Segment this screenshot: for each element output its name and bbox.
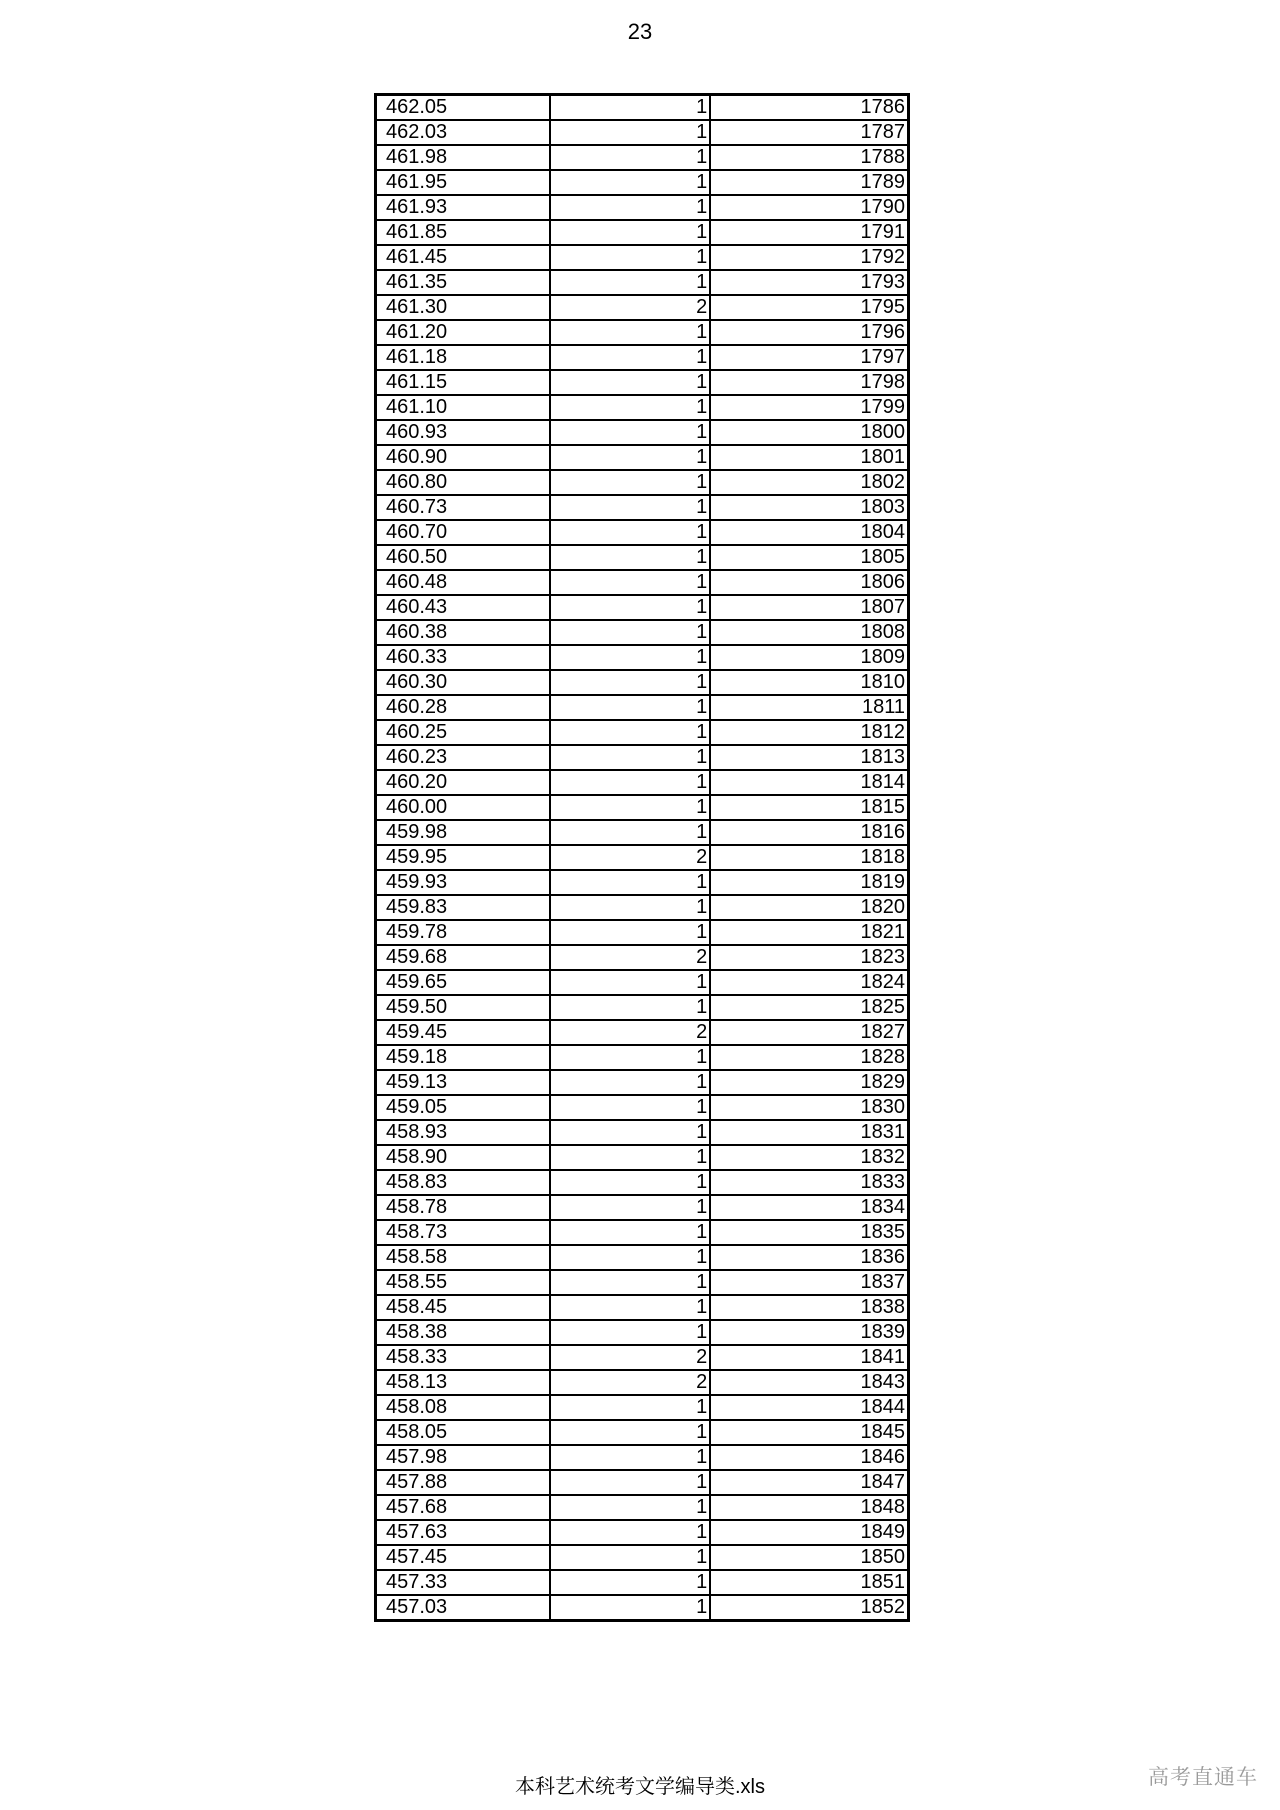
rank-cell: 1814 xyxy=(710,770,908,795)
score-cell: 460.48 xyxy=(376,570,550,595)
rank-cell: 1836 xyxy=(710,1245,908,1270)
table-row xyxy=(376,570,909,595)
score-cell: 457.68 xyxy=(376,1495,550,1520)
score-cell: 461.30 xyxy=(376,295,550,320)
score-cell: 461.85 xyxy=(376,220,550,245)
rank-cell: 1803 xyxy=(710,495,908,520)
score-cell: 460.80 xyxy=(376,470,550,495)
table-row xyxy=(376,495,909,520)
rank-cell: 1823 xyxy=(710,945,908,970)
score-cell: 458.33 xyxy=(376,1345,550,1370)
table-row xyxy=(376,1145,909,1170)
rank-cell: 1799 xyxy=(710,395,908,420)
count-cell: 1 xyxy=(550,445,711,470)
score-cell: 459.65 xyxy=(376,970,550,995)
table-row xyxy=(376,1470,909,1495)
count-cell: 1 xyxy=(550,220,711,245)
count-cell: 1 xyxy=(550,245,711,270)
count-cell: 1 xyxy=(550,95,711,121)
score-cell: 457.98 xyxy=(376,1445,550,1470)
score-cell: 458.83 xyxy=(376,1170,550,1195)
table-row xyxy=(376,295,909,320)
score-cell: 458.38 xyxy=(376,1320,550,1345)
table-row xyxy=(376,420,909,445)
count-cell: 1 xyxy=(550,520,711,545)
table-row xyxy=(376,995,909,1020)
count-cell: 1 xyxy=(550,795,711,820)
count-cell: 1 xyxy=(550,595,711,620)
score-cell: 459.45 xyxy=(376,1020,550,1045)
table-row xyxy=(376,370,909,395)
rank-cell: 1797 xyxy=(710,345,908,370)
score-cell: 459.93 xyxy=(376,870,550,895)
rank-cell: 1830 xyxy=(710,1095,908,1120)
watermark: 高考直通车 xyxy=(1148,1766,1258,1789)
score-cell: 459.83 xyxy=(376,895,550,920)
rank-cell: 1833 xyxy=(710,1170,908,1195)
score-cell: 462.03 xyxy=(376,120,550,145)
table-row xyxy=(376,1595,909,1621)
rank-cell: 1829 xyxy=(710,1070,908,1095)
rank-cell: 1839 xyxy=(710,1320,908,1345)
count-cell: 1 xyxy=(550,195,711,220)
table-row xyxy=(376,670,909,695)
rank-cell: 1810 xyxy=(710,670,908,695)
table-row xyxy=(376,520,909,545)
table-row xyxy=(376,1120,909,1145)
score-cell: 460.28 xyxy=(376,695,550,720)
count-cell: 1 xyxy=(550,395,711,420)
rank-cell: 1852 xyxy=(710,1595,908,1621)
rank-cell: 1790 xyxy=(710,195,908,220)
table-row xyxy=(376,920,909,945)
count-cell: 1 xyxy=(550,1220,711,1245)
table-row xyxy=(376,170,909,195)
table-row xyxy=(376,1445,909,1470)
rank-cell: 1832 xyxy=(710,1145,908,1170)
score-cell: 459.50 xyxy=(376,995,550,1020)
rank-cell: 1843 xyxy=(710,1370,908,1395)
table-row xyxy=(376,645,909,670)
count-cell: 1 xyxy=(550,1045,711,1070)
table-row xyxy=(376,1545,909,1570)
score-cell: 458.08 xyxy=(376,1395,550,1420)
rank-cell: 1800 xyxy=(710,420,908,445)
table-row xyxy=(376,245,909,270)
rank-cell: 1798 xyxy=(710,370,908,395)
table-row xyxy=(376,720,909,745)
rank-cell: 1850 xyxy=(710,1545,908,1570)
count-cell: 1 xyxy=(550,1170,711,1195)
rank-cell: 1793 xyxy=(710,270,908,295)
rank-cell: 1827 xyxy=(710,1020,908,1045)
rank-cell: 1835 xyxy=(710,1220,908,1245)
score-cell: 461.45 xyxy=(376,245,550,270)
score-cell: 458.93 xyxy=(376,1120,550,1145)
count-cell: 2 xyxy=(550,1020,711,1045)
score-cell: 461.10 xyxy=(376,395,550,420)
score-cell: 458.90 xyxy=(376,1145,550,1170)
rank-cell: 1792 xyxy=(710,245,908,270)
table-row xyxy=(376,1420,909,1445)
table-row xyxy=(376,870,909,895)
rank-cell: 1848 xyxy=(710,1495,908,1520)
count-cell: 1 xyxy=(550,570,711,595)
score-cell: 460.70 xyxy=(376,520,550,545)
footer-filename: 本科艺术统考文学编导类.xls xyxy=(515,1776,765,1798)
count-cell: 1 xyxy=(550,1595,711,1621)
rank-cell: 1824 xyxy=(710,970,908,995)
rank-cell: 1806 xyxy=(710,570,908,595)
score-cell: 458.78 xyxy=(376,1195,550,1220)
rank-cell: 1819 xyxy=(710,870,908,895)
score-cell: 459.13 xyxy=(376,1070,550,1095)
rank-cell: 1805 xyxy=(710,545,908,570)
score-cell: 461.98 xyxy=(376,145,550,170)
score-cell: 457.33 xyxy=(376,1570,550,1595)
count-cell: 1 xyxy=(550,145,711,170)
score-cell: 461.93 xyxy=(376,195,550,220)
count-cell: 1 xyxy=(550,920,711,945)
rank-cell: 1787 xyxy=(710,120,908,145)
table-row xyxy=(376,95,909,121)
score-cell: 461.35 xyxy=(376,270,550,295)
count-cell: 1 xyxy=(550,1520,711,1545)
table-row xyxy=(376,945,909,970)
score-cell: 459.98 xyxy=(376,820,550,845)
score-cell: 460.25 xyxy=(376,720,550,745)
score-cell: 461.15 xyxy=(376,370,550,395)
score-cell: 460.73 xyxy=(376,495,550,520)
table-row xyxy=(376,1295,909,1320)
count-cell: 1 xyxy=(550,1420,711,1445)
rank-cell: 1813 xyxy=(710,745,908,770)
table-row xyxy=(376,1095,909,1120)
count-cell: 1 xyxy=(550,620,711,645)
score-cell: 458.05 xyxy=(376,1420,550,1445)
rank-cell: 1849 xyxy=(710,1520,908,1545)
table-row xyxy=(376,1345,909,1370)
rank-cell: 1847 xyxy=(710,1470,908,1495)
table-row xyxy=(376,445,909,470)
count-cell: 1 xyxy=(550,1120,711,1145)
count-cell: 1 xyxy=(550,1395,711,1420)
count-cell: 1 xyxy=(550,1245,711,1270)
table-row xyxy=(376,620,909,645)
score-cell: 459.68 xyxy=(376,945,550,970)
count-cell: 1 xyxy=(550,770,711,795)
score-cell: 459.95 xyxy=(376,845,550,870)
table-row xyxy=(376,1045,909,1070)
count-cell: 1 xyxy=(550,695,711,720)
score-cell: 460.38 xyxy=(376,620,550,645)
score-cell: 458.13 xyxy=(376,1370,550,1395)
rank-cell: 1845 xyxy=(710,1420,908,1445)
count-cell: 1 xyxy=(550,120,711,145)
count-cell: 2 xyxy=(550,295,711,320)
rank-cell: 1825 xyxy=(710,995,908,1020)
table-row xyxy=(376,1570,909,1595)
count-cell: 1 xyxy=(550,1070,711,1095)
table-row xyxy=(376,595,909,620)
score-cell: 458.55 xyxy=(376,1270,550,1295)
count-cell: 1 xyxy=(550,420,711,445)
count-cell: 2 xyxy=(550,1345,711,1370)
rank-cell: 1791 xyxy=(710,220,908,245)
count-cell: 1 xyxy=(550,1095,711,1120)
count-cell: 1 xyxy=(550,1295,711,1320)
score-cell: 462.05 xyxy=(376,95,550,121)
table-row xyxy=(376,395,909,420)
count-cell: 1 xyxy=(550,320,711,345)
table-row xyxy=(376,745,909,770)
table-row xyxy=(376,845,909,870)
count-cell: 1 xyxy=(550,895,711,920)
rank-cell: 1804 xyxy=(710,520,908,545)
table-row xyxy=(376,1395,909,1420)
score-cell: 457.63 xyxy=(376,1520,550,1545)
rank-cell: 1809 xyxy=(710,645,908,670)
count-cell: 1 xyxy=(550,820,711,845)
score-cell: 457.88 xyxy=(376,1470,550,1495)
count-cell: 2 xyxy=(550,945,711,970)
table-row xyxy=(376,1495,909,1520)
table-row xyxy=(376,145,909,170)
rank-cell: 1786 xyxy=(710,95,908,121)
table-row xyxy=(376,795,909,820)
table-row xyxy=(376,1195,909,1220)
count-cell: 1 xyxy=(550,1470,711,1495)
count-cell: 1 xyxy=(550,370,711,395)
count-cell: 1 xyxy=(550,1145,711,1170)
score-cell: 457.45 xyxy=(376,1545,550,1570)
table-row xyxy=(376,1270,909,1295)
table-row xyxy=(376,220,909,245)
rank-cell: 1807 xyxy=(710,595,908,620)
score-cell: 461.20 xyxy=(376,320,550,345)
table-row xyxy=(376,1320,909,1345)
count-cell: 1 xyxy=(550,1570,711,1595)
table-row xyxy=(376,1245,909,1270)
table-row xyxy=(376,770,909,795)
count-cell: 1 xyxy=(550,170,711,195)
score-cell: 460.93 xyxy=(376,420,550,445)
rank-cell: 1812 xyxy=(710,720,908,745)
rank-cell: 1831 xyxy=(710,1120,908,1145)
rank-cell: 1816 xyxy=(710,820,908,845)
table-row xyxy=(376,1520,909,1545)
rank-cell: 1851 xyxy=(710,1570,908,1595)
score-cell: 460.30 xyxy=(376,670,550,695)
table-row xyxy=(376,1070,909,1095)
table-row xyxy=(376,195,909,220)
count-cell: 1 xyxy=(550,1495,711,1520)
rank-cell: 1820 xyxy=(710,895,908,920)
table-row xyxy=(376,120,909,145)
table-row xyxy=(376,1370,909,1395)
count-cell: 1 xyxy=(550,995,711,1020)
table-row xyxy=(376,345,909,370)
score-cell: 461.95 xyxy=(376,170,550,195)
count-cell: 1 xyxy=(550,1195,711,1220)
count-cell: 1 xyxy=(550,1320,711,1345)
score-cell: 458.45 xyxy=(376,1295,550,1320)
score-cell: 457.03 xyxy=(376,1595,550,1621)
rank-cell: 1846 xyxy=(710,1445,908,1470)
score-cell: 459.18 xyxy=(376,1045,550,1070)
count-cell: 1 xyxy=(550,495,711,520)
rank-cell: 1796 xyxy=(710,320,908,345)
score-cell: 461.18 xyxy=(376,345,550,370)
count-cell: 2 xyxy=(550,1370,711,1395)
table-row xyxy=(376,820,909,845)
count-cell: 2 xyxy=(550,845,711,870)
table-row xyxy=(376,1220,909,1245)
score-cell: 460.90 xyxy=(376,445,550,470)
rank-cell: 1788 xyxy=(710,145,908,170)
rank-cell: 1821 xyxy=(710,920,908,945)
count-cell: 1 xyxy=(550,345,711,370)
rank-cell: 1789 xyxy=(710,170,908,195)
table-row xyxy=(376,695,909,720)
table-row xyxy=(376,1020,909,1045)
count-cell: 1 xyxy=(550,670,711,695)
rank-cell: 1838 xyxy=(710,1295,908,1320)
table-row xyxy=(376,470,909,495)
count-cell: 1 xyxy=(550,645,711,670)
score-cell: 460.50 xyxy=(376,545,550,570)
score-cell: 460.23 xyxy=(376,745,550,770)
count-cell: 1 xyxy=(550,745,711,770)
score-rank-table xyxy=(374,93,910,1622)
page-number: 23 xyxy=(627,19,653,44)
score-cell: 459.05 xyxy=(376,1095,550,1120)
rank-cell: 1802 xyxy=(710,470,908,495)
table-row xyxy=(376,320,909,345)
table-row xyxy=(376,1170,909,1195)
count-cell: 1 xyxy=(550,970,711,995)
rank-cell: 1844 xyxy=(710,1395,908,1420)
table-row xyxy=(376,270,909,295)
score-cell: 459.78 xyxy=(376,920,550,945)
table-row xyxy=(376,545,909,570)
count-cell: 1 xyxy=(550,720,711,745)
rank-cell: 1815 xyxy=(710,795,908,820)
count-cell: 1 xyxy=(550,270,711,295)
rank-cell: 1837 xyxy=(710,1270,908,1295)
count-cell: 1 xyxy=(550,1445,711,1470)
rank-cell: 1795 xyxy=(710,295,908,320)
table-body xyxy=(376,95,909,1621)
score-cell: 460.20 xyxy=(376,770,550,795)
count-cell: 1 xyxy=(550,545,711,570)
rank-cell: 1818 xyxy=(710,845,908,870)
rank-cell: 1801 xyxy=(710,445,908,470)
score-cell: 458.73 xyxy=(376,1220,550,1245)
count-cell: 1 xyxy=(550,870,711,895)
score-cell: 460.33 xyxy=(376,645,550,670)
rank-cell: 1834 xyxy=(710,1195,908,1220)
score-cell: 458.58 xyxy=(376,1245,550,1270)
count-cell: 1 xyxy=(550,470,711,495)
score-cell: 460.43 xyxy=(376,595,550,620)
score-cell: 460.00 xyxy=(376,795,550,820)
rank-cell: 1808 xyxy=(710,620,908,645)
count-cell: 1 xyxy=(550,1545,711,1570)
count-cell: 1 xyxy=(550,1270,711,1295)
rank-cell: 1841 xyxy=(710,1345,908,1370)
table-row xyxy=(376,895,909,920)
rank-cell: 1828 xyxy=(710,1045,908,1070)
table-row xyxy=(376,970,909,995)
rank-cell: 1811 xyxy=(710,695,908,720)
